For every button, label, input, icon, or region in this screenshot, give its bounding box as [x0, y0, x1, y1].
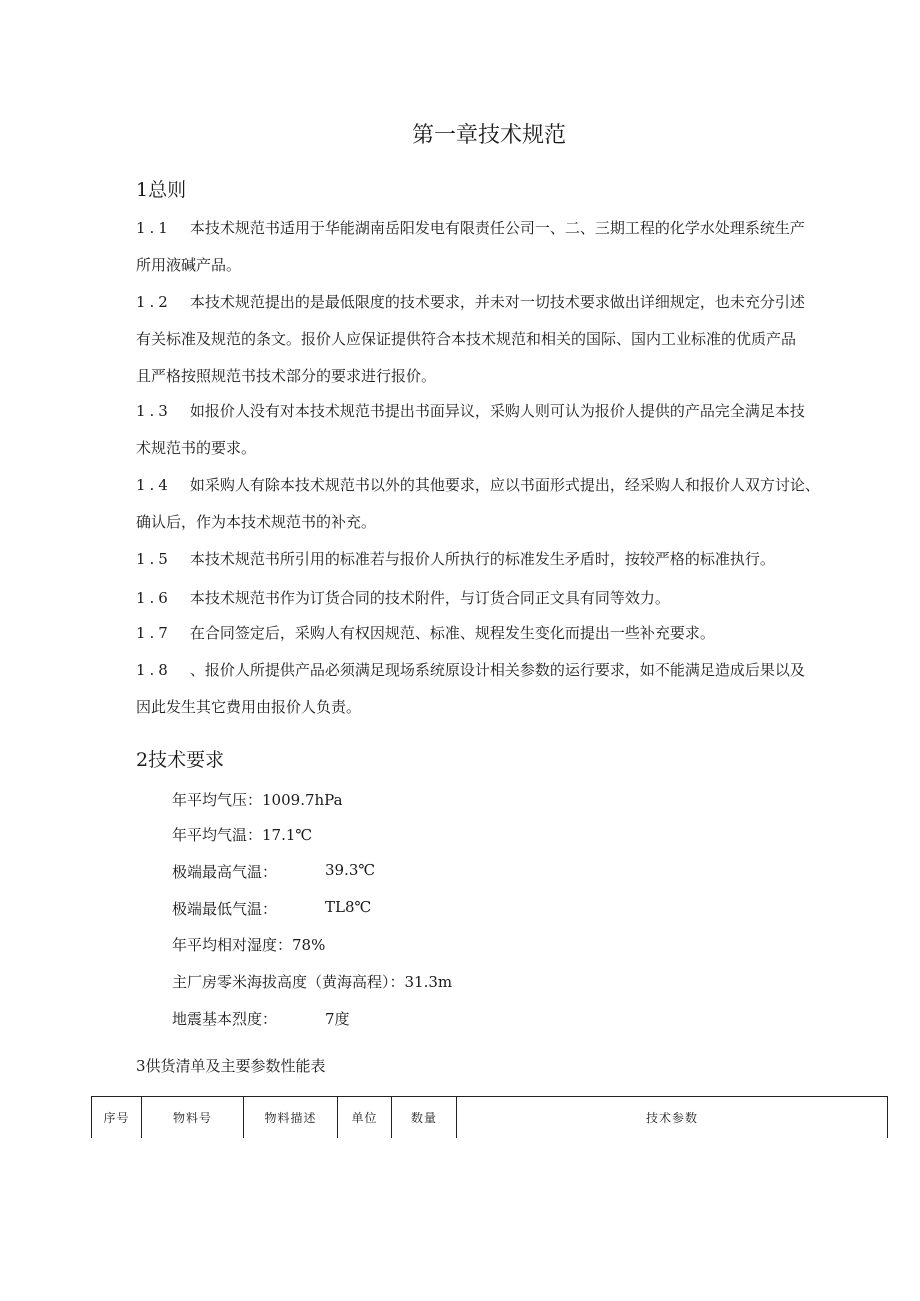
clause-1-5 [136, 541, 892, 578]
col-header-material-no: 物料号 [142, 1097, 244, 1139]
condition-label: 地震基本烈度： [172, 1010, 278, 1028]
condition-value: TL8℃ [325, 898, 372, 916]
clause-text: 本技术规范提出的是最低限度的技术要求，并未对一切技术要求做出详细规定，也未充分引述 [189, 293, 805, 311]
clause-number: 1.2 [136, 293, 172, 311]
clause-1-4 [136, 467, 892, 541]
clause-number: 1.6 [136, 589, 172, 607]
clause-number: 1.1 [136, 219, 172, 237]
col-header-unit: 单位 [338, 1097, 392, 1139]
condition-row [172, 789, 343, 810]
condition-label: 极端最高气温： [172, 863, 278, 881]
section-2-heading: 2技术要求 [136, 749, 225, 771]
clause-text: 本技术规范书所引用的标准若与报价人所执行的标准发生矛盾时，按较严格的标准执行。 [189, 550, 775, 568]
clause-1-8 [136, 652, 892, 726]
condition-value: 17.1℃ [262, 826, 313, 844]
condition-label: 极端最低气温： [172, 900, 278, 918]
col-header-index: 序号 [92, 1097, 142, 1139]
condition-row [172, 971, 452, 992]
clause-text: 本技术规范书作为订货合同的技术附件，与订货合同正文具有同等效力。 [189, 589, 670, 607]
clause-1-7 [136, 615, 892, 652]
condition-row [172, 1008, 350, 1029]
clause-1-1 [136, 210, 892, 284]
condition-value: 39.3℃ [325, 861, 376, 879]
section-3-heading: 3供货清单及主要参数性能表 [136, 1057, 326, 1075]
clause-text: 在合同签定后，采购人有权因规范、标准、规程发生变化而提出一些补充要求。 [189, 624, 715, 642]
clause-text: 因此发生其它费用由报价人负责。 [136, 698, 362, 716]
condition-row [172, 934, 325, 955]
clause-number: 1.7 [136, 624, 172, 642]
supply-table [91, 1096, 888, 1138]
condition-value: 78% [292, 936, 326, 954]
clause-text: 本技术规范书适用于华能湖南岳阳发电有限责任公司一、二、三期工程的化学水处理系统生产 [189, 219, 805, 237]
clause-text: 、报价人所提供产品必须满足现场系统原设计相关参数的运行要求，如不能满足造成后果以及 [189, 661, 805, 679]
condition-label: 主厂房零米海拔高度（黄海高程）： [172, 973, 405, 991]
clause-text: 如报价人没有对本技术规范书提出书面异议，采购人则可认为报价人提供的产品完全满足本技 [189, 402, 805, 420]
condition-label: 年平均气温： [172, 826, 263, 844]
clause-1-3 [136, 393, 892, 467]
clause-number: 1.4 [136, 476, 172, 494]
col-header-quantity: 数量 [392, 1097, 457, 1139]
col-header-description: 物料描述 [244, 1097, 338, 1139]
condition-value: 7度 [325, 1010, 350, 1028]
condition-label: 年平均气压： [172, 791, 263, 809]
condition-value: 31.3m [404, 973, 453, 991]
condition-row [172, 861, 376, 882]
condition-label: 年平均相对湿度： [172, 936, 293, 954]
chapter-title: 第一章技术规范 [411, 123, 566, 148]
condition-row [172, 824, 312, 845]
condition-value: 1009.7hPa [262, 791, 343, 809]
clause-1-6 [136, 580, 892, 617]
clause-text: 确认后，作为本技术规范书的补充。 [136, 513, 377, 531]
clause-text: 且严格按照规范书技术部分的要求进行报价。 [136, 367, 437, 385]
clause-text: 所用液碱产品。 [136, 256, 242, 274]
col-header-tech-params: 技术参数 [457, 1097, 888, 1139]
clause-1-2 [136, 284, 892, 395]
clause-number: 1.5 [136, 550, 172, 568]
clause-text: 如采购人有除本技术规范书以外的其他要求，应以书面形式提出，经采购人和报价人双方讨论、 [189, 476, 820, 494]
table-header-row [92, 1097, 888, 1139]
section-1-heading: 1总则 [136, 179, 187, 201]
clause-number: 1.8 [136, 661, 172, 679]
clause-number: 1.3 [136, 402, 172, 420]
clause-text: 有关标准及规范的条文。报价人应保证提供符合本技术规范和相关的国际、国内工业标准的优质产品 [136, 330, 797, 348]
clause-text: 术规范书的要求。 [136, 439, 257, 457]
condition-row [172, 898, 372, 919]
